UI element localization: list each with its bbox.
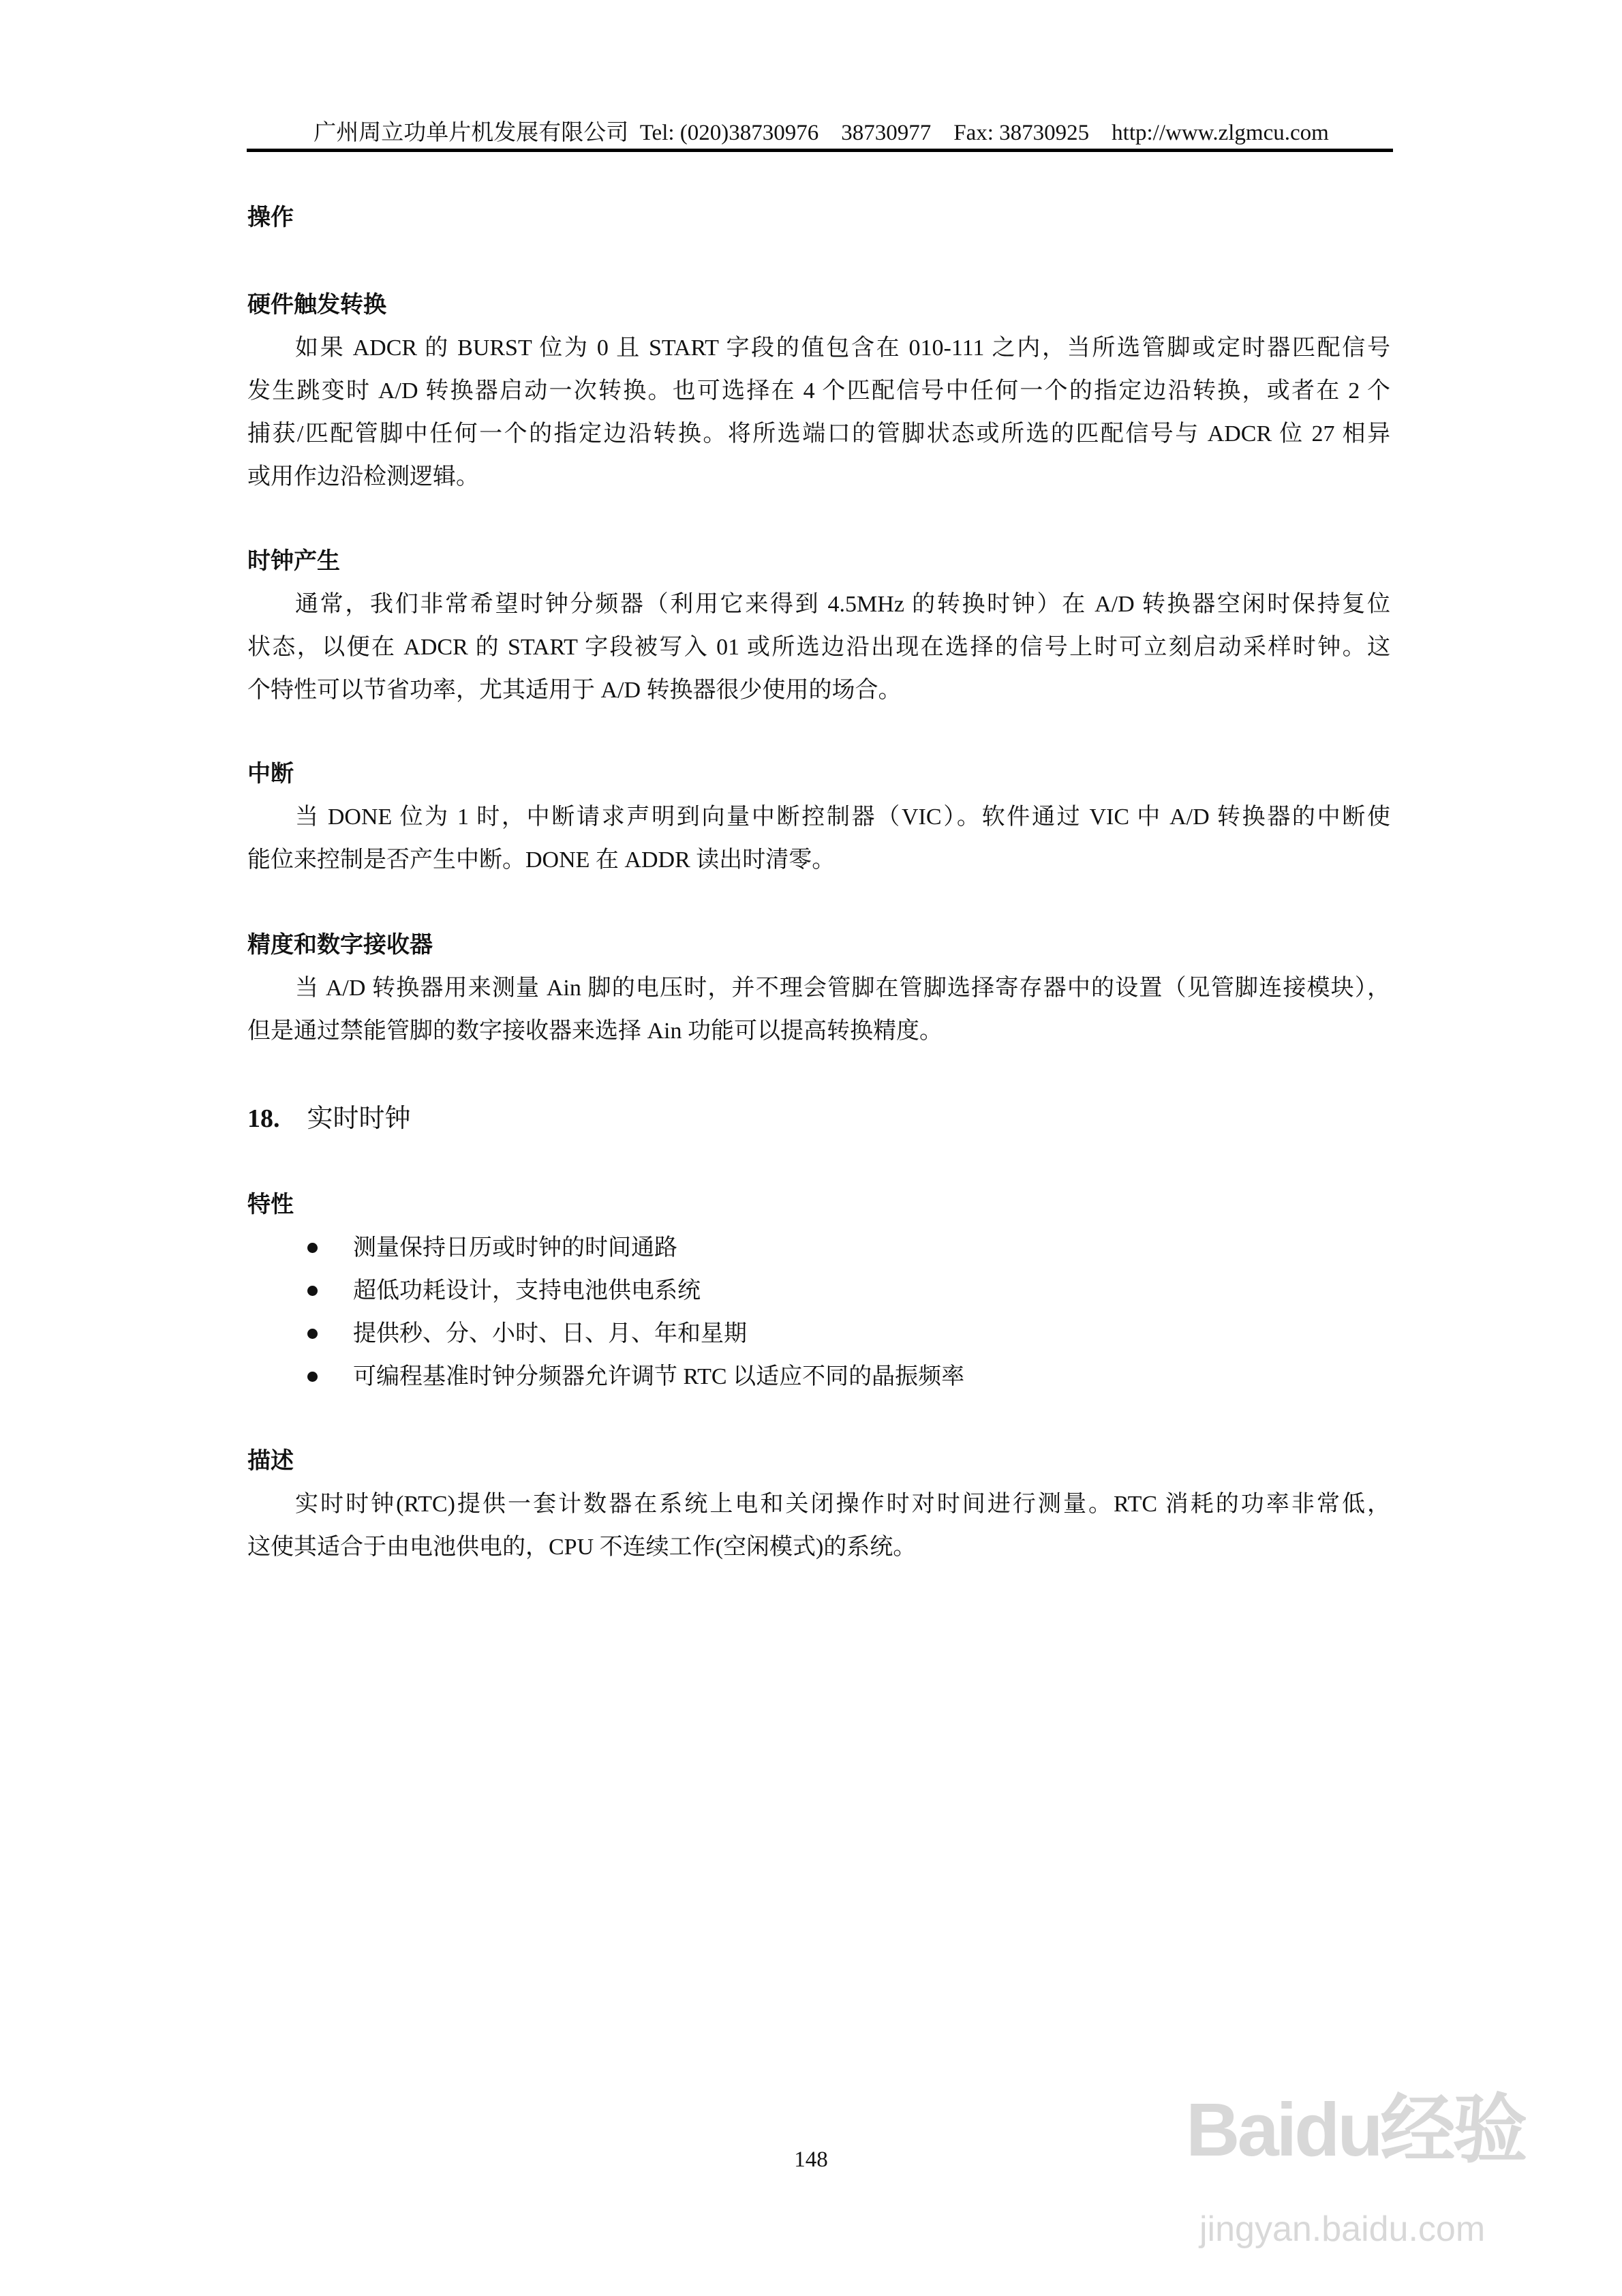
paragraph-line: 实时时钟(RTC)提供一套计数器在系统上电和关闭操作时对时间进行测量。RTC 消耗的功率非常低，	[295, 1492, 1390, 1517]
section-hardware-trigger	[247, 284, 1390, 498]
bullet-icon	[307, 1372, 318, 1382]
bullet-icon	[307, 1329, 318, 1339]
section-heading: 描述	[247, 1449, 294, 1474]
section-heading: 时钟产生	[247, 549, 340, 574]
section-clock-generation	[247, 540, 1390, 712]
paragraph-line: 如果 ADCR 的 BURST 位为 0 且 START 字段的值包含在 010-111 之内，当所选管脚或定时器匹配信号	[295, 335, 1390, 361]
list-item: 可编程基准时钟分频器允许调节 RTC 以适应不同的晶振频率	[247, 1355, 1390, 1398]
paragraph-line: 通常，我们非常希望时钟分频器（利用它来得到 4.5MHz 的转换时钟）在 A/D 转换器空闲时保持复位	[295, 592, 1390, 617]
paragraph-line: 状态，以便在 ADCR 的 START 字段被写入 01 或所选边沿出现在选择的信号上时可立刻启动采样时钟。这	[247, 635, 1390, 660]
bullet-icon	[307, 1243, 318, 1253]
list-item: 超低功耗设计，支持电池供电系统	[247, 1269, 1390, 1312]
paragraph-line: 个特性可以节省功率，尤其适用于 A/D 转换器很少使用的场合。	[247, 678, 902, 703]
section-heading: 特性	[247, 1192, 294, 1218]
paragraph-line: 或用作边沿检测逻辑。	[247, 464, 479, 489]
section-features	[247, 1183, 1390, 1398]
chapter-number: 18.	[247, 1104, 280, 1133]
paragraph-line: 捕获/匹配管脚中任何一个的指定边沿转换。将所选端口的管脚状态或所选的匹配信号与 ADCR 位 27 相异	[247, 421, 1390, 447]
chapter-heading	[247, 1095, 1390, 1143]
section-accuracy	[247, 924, 1390, 1053]
section-interrupt	[247, 753, 1390, 881]
bullet-icon	[307, 1286, 318, 1296]
baidu-watermark	[1172, 2072, 1608, 2277]
paragraph-line: 当 A/D 转换器用来测量 Ain 脚的电压时，并不理会管脚在管脚选择寄存器中的设置（见管脚连接模块），	[295, 976, 1390, 1001]
section-operation	[247, 196, 1390, 239]
chapter-title: 实时时钟	[307, 1104, 411, 1133]
paragraph-line: 这使其适合于由电池供电的，CPU 不连续工作(空闲模式)的系统。	[247, 1535, 917, 1560]
paragraph-line: 当 DONE 位为 1 时，中断请求声明到向量中断控制器（VIC）。软件通过 VIC 中 A/D 转换器的中断使	[295, 804, 1390, 830]
header-rule	[247, 149, 1393, 152]
section-description	[247, 1440, 1390, 1569]
paragraph-line: 能位来控制是否产生中断。DONE 在 ADDR 读出时清零。	[247, 847, 836, 873]
list-item: 测量保持日历或时钟的时间通路	[247, 1226, 1390, 1269]
paragraph-line: 但是通过禁能管脚的数字接收器来选择 Ain 功能可以提高转换精度。	[247, 1018, 943, 1044]
page-number: 148	[794, 2147, 828, 2172]
list-item: 提供秒、分、小时、日、月、年和星期	[247, 1312, 1390, 1355]
watermark-url: jingyan.baidu.com	[1199, 2209, 1486, 2249]
section-heading: 操作	[247, 205, 294, 230]
paragraph-line: 发生跳变时 A/D 转换器启动一次转换。也可选择在 4 个匹配信号中任何一个的指定边沿转换，或者在 2 个	[247, 378, 1390, 404]
section-heading: 中断	[247, 761, 294, 787]
section-heading: 精度和数字接收器	[247, 933, 433, 958]
page-header: 广州周立功单片机发展有限公司 Tel: (020)38730976 38730977 Fax: 38730925 http://www.zlgmcu.com	[313, 121, 1329, 145]
section-heading: 硬件触发转换	[247, 292, 386, 318]
watermark-logo: Baidu经验	[1186, 2088, 1525, 2172]
